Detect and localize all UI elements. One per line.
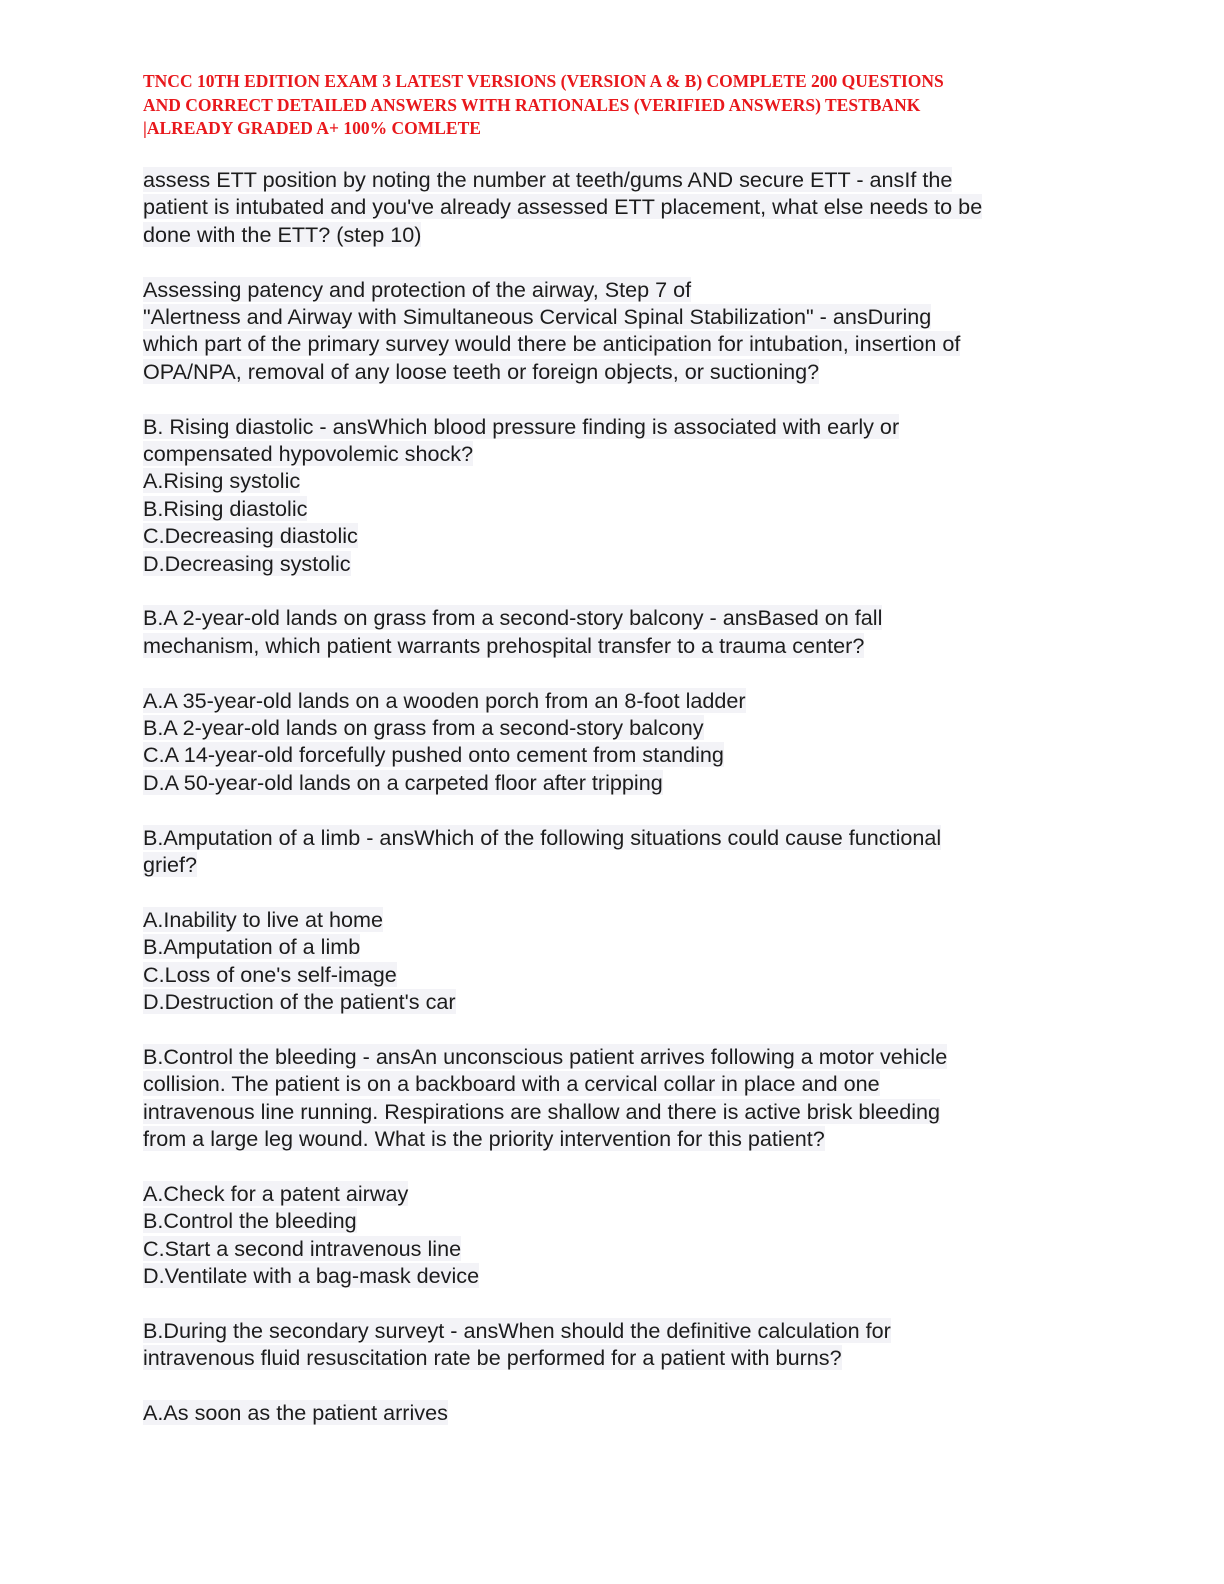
text-line: intravenous fluid resuscitation rate be performed for a patient with burns? [143, 1345, 842, 1371]
option-line: A.Check for a patent airway [143, 1180, 409, 1206]
qa-block [143, 824, 1143, 879]
text-line: patient is intubated and you've already assessed ETT placement, what else needs to be [143, 194, 983, 220]
title-line: |ALREADY GRADED A+ 100% COMLETE [143, 118, 481, 138]
title-line: TNCC 10TH EDITION EXAM 3 LATEST VERSIONS (VERSION A & B) COMPLETE 200 QUESTIONS [143, 71, 944, 91]
text-line: B.During the secondary surveyt - ansWhen should the definitive calculation for [143, 1317, 891, 1343]
text-line: Assessing patency and protection of the airway, Step 7 of [143, 276, 692, 302]
text-line: which part of the primary survey would there be anticipation for intubation, insertion of [143, 331, 961, 357]
option-line: D.A 50-year-old lands on a carpeted floor after tripping [143, 769, 663, 795]
option-line: C.A 14-year-old forcefully pushed onto cement from standing [143, 742, 724, 768]
qa-block [143, 276, 1143, 386]
option-line: D.Decreasing systolic [143, 550, 351, 576]
text-line: intravenous line running. Respirations are shallow and there is active brisk bleeding [143, 1098, 941, 1124]
text-line: assess ETT position by noting the number at teeth/gums AND secure ETT - ansIf the [143, 167, 953, 192]
options-block [143, 1399, 1143, 1426]
qa-block [143, 1043, 1143, 1153]
option-line: B.A 2-year-old lands on grass from a second-story balcony [143, 715, 704, 741]
options-block [143, 906, 1143, 1016]
option-line: B.Control the bleeding [143, 1208, 357, 1234]
option-line: A.Rising systolic [143, 468, 301, 494]
option-line: C.Loss of one's self-image [143, 961, 397, 987]
options-block [143, 1180, 1143, 1290]
text-line: B.A 2-year-old lands on grass from a second-story balcony - ansBased on fall [143, 605, 883, 631]
option-line: A.As soon as the patient arrives [143, 1400, 448, 1426]
text-line: collision. The patient is on a backboard with a cervical collar in place and one [143, 1071, 880, 1097]
text-line: from a large leg wound. What is the priority intervention for this patient? [143, 1126, 825, 1152]
text-line: B.Control the bleeding - ansAn unconscious patient arrives following a motor vehicle [143, 1043, 948, 1069]
text-line: compensated hypovolemic shock? [143, 441, 474, 467]
option-line: B.Amputation of a limb [143, 934, 361, 960]
option-line: A.A 35-year-old lands on a wooden porch from an 8-foot ladder [143, 687, 746, 713]
text-line: "Alertness and Airway with Simultaneous Cervical Spinal Stabilization" - ansDuring [143, 304, 932, 330]
text-line: OPA/NPA, removal of any loose teeth or foreign objects, or suctioning? [143, 358, 820, 384]
text-line: grief? [143, 852, 198, 878]
options-block [143, 687, 1143, 797]
text-line: B.Amputation of a limb - ansWhich of the following situations could cause functional [143, 824, 942, 850]
qa-block [143, 604, 1143, 659]
option-line: D.Ventilate with a bag-mask device [143, 1263, 480, 1289]
qa-block [143, 1317, 1143, 1372]
qa-block [143, 413, 1143, 577]
option-line: D.Destruction of the patient's car [143, 989, 456, 1015]
text-line: B. Rising diastolic - ansWhich blood pressure finding is associated with early or [143, 413, 900, 439]
option-line: B.Rising diastolic [143, 495, 308, 521]
title-line: AND CORRECT DETAILED ANSWERS WITH RATIONALES (VERIFIED ANSWERS) TESTBANK [143, 94, 921, 115]
document-body [143, 166, 1143, 1454]
option-line: C.Start a second intravenous line [143, 1235, 462, 1261]
text-line: mechanism, which patient warrants prehospital transfer to a trauma center? [143, 632, 865, 658]
document-title [143, 70, 1103, 141]
option-line: A.Inability to live at home [143, 906, 384, 932]
text-line: done with the ETT? (step 10) [143, 221, 422, 247]
option-line: C.Decreasing diastolic [143, 523, 358, 549]
qa-block [143, 166, 1143, 248]
